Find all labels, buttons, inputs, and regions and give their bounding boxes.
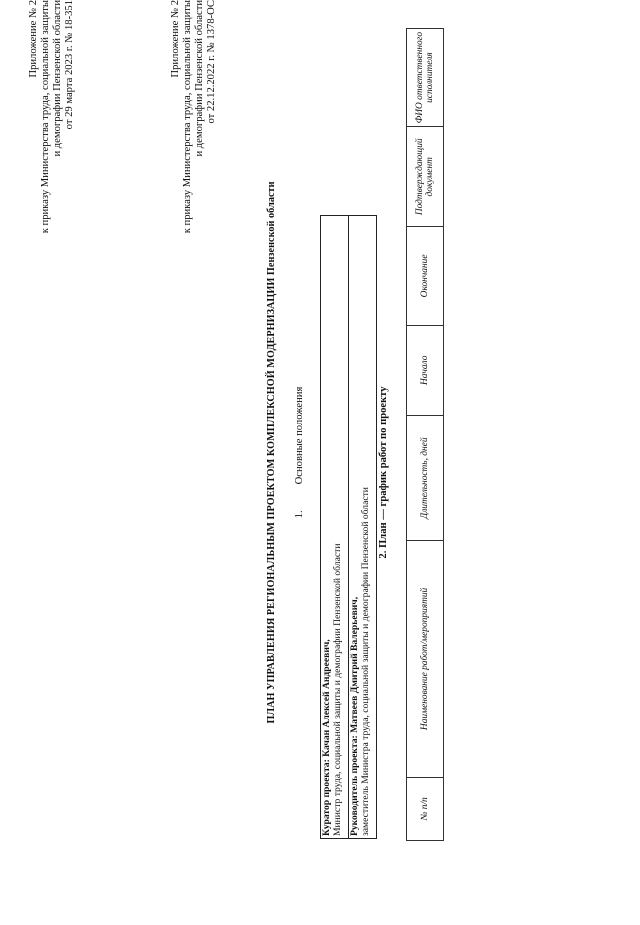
section-1-number: 1.: [294, 510, 305, 519]
col-end: Окончание: [407, 227, 444, 325]
schedule-header-row: [407, 29, 444, 841]
curator-position: Министр труда, социальной защиты и демографии Пензенской области: [332, 543, 343, 836]
appendix-current-line1: Приложение № 2: [28, 0, 39, 78]
appendix-current-line4: от 29 марта 2023 г. № 18-351: [64, 0, 75, 130]
curator-cell: [321, 216, 349, 839]
col-responsible: ФИО ответственного исполнителя: [407, 29, 444, 127]
curator-row: [321, 216, 349, 839]
col-number: № п/п: [407, 777, 444, 840]
appendix-current: [28, 0, 76, 300]
appendix-previous: [170, 0, 218, 300]
section-1-heading: [294, 0, 305, 905]
curator-label: Куратор проекта: Качан Алексей Андреевич,: [321, 639, 332, 836]
col-document: Подтверждающий документ: [407, 127, 444, 227]
project-people-table: [320, 215, 377, 839]
head-position: заместитель Министра труда, социальной защиты и демографии Пензенской области: [360, 487, 371, 836]
col-start: Начало: [407, 325, 444, 416]
appendix-current-line2: к приказу Министерства труда, социальной защиты: [40, 0, 51, 234]
document-title: ПЛАН УПРАВЛЕНИЯ РЕГИОНАЛЬНЫМ ПРОЕКТОМ КОМПЛЕКСНОЙ МОДЕРНИЗАЦИИ Пензенской области: [266, 181, 277, 724]
appendix-previous-line4: от 22.12.2022 г. № 1378-ОС: [206, 0, 217, 124]
head-label: Руководитель проекта: Матвеев Дмитрий Валерьевич,: [349, 596, 360, 836]
head-cell: [349, 216, 377, 839]
appendix-current-line3: и демографии Пензенской области: [52, 0, 63, 157]
section-1-title: Основные положения: [294, 386, 305, 485]
col-duration: Длительность, дней: [407, 416, 444, 541]
col-work-name: Наименование работ/мероприятий: [407, 541, 444, 778]
head-row: [349, 216, 377, 839]
schedule-table: [406, 28, 444, 841]
appendix-previous-line1: Приложение № 2: [170, 0, 181, 78]
section-2-heading: 2. План — график работ по проекту: [378, 386, 389, 559]
appendix-previous-line3: и демографии Пензенской области: [194, 0, 205, 157]
appendix-previous-line2: к приказу Министерства труда, социальной защиты: [182, 0, 193, 234]
